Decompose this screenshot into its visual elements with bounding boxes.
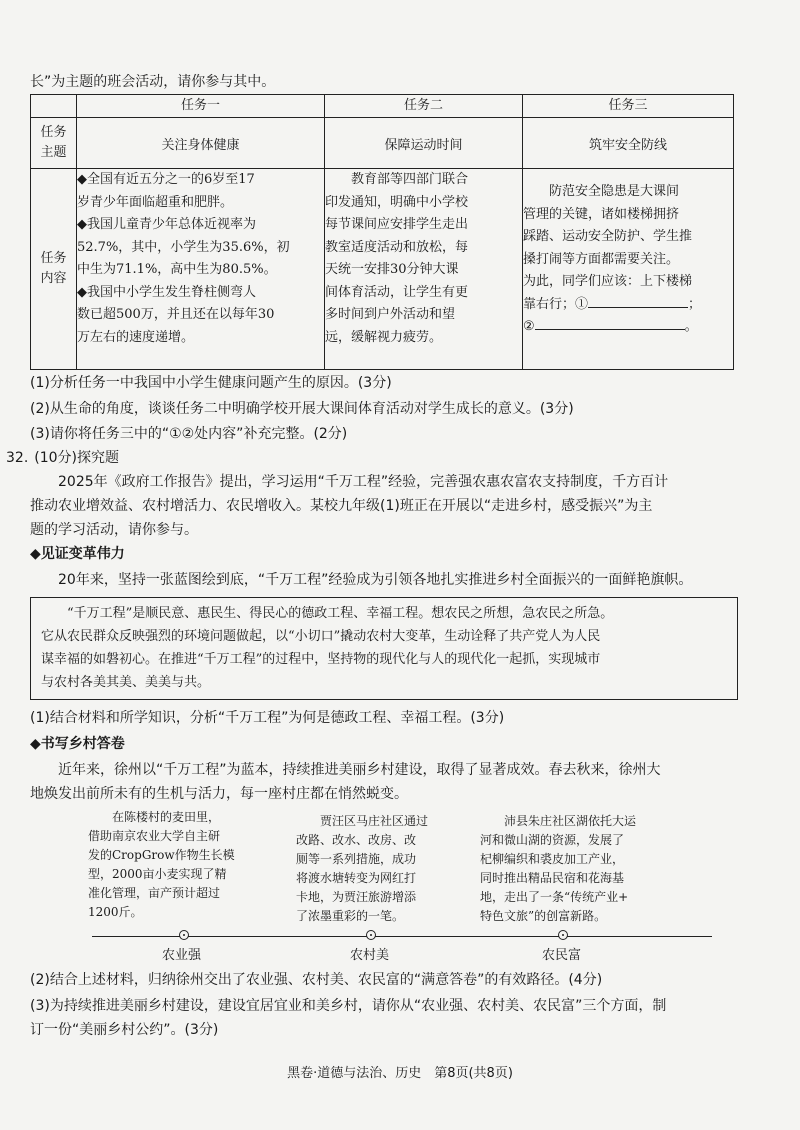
task3-line: ② 。	[523, 319, 698, 334]
q32-part3-line1: (3)为持续推进美丽乡村建设，建设宜居宜业和美乡村，请你从“农业强、农村美、农民富”三个方面，制	[30, 998, 667, 1014]
task2-line: 远，缓解视力疲劳。	[325, 329, 443, 345]
timeline-line: 在陈楼村的麦田里，	[112, 810, 221, 824]
timeline-line: 型，2000亩小麦实现了精	[88, 867, 227, 881]
task2-line: 印发通知，明确中小学校	[325, 194, 469, 210]
timeline-line: 厕等一系列措施，成功	[296, 852, 417, 866]
timeline-dot-icon	[179, 930, 189, 940]
timeline-line: 将渡水塘转变为网红打	[296, 871, 417, 885]
task1-line: 52.7%，其中，小学生为35.6%，初	[77, 239, 290, 255]
material-line: 谋幸福的如磐初心。在推进“千万工程”的过程中，坚持物的现代化与人的现代化一起抓，实现城市	[41, 652, 601, 667]
task1-line: ◆我国儿童青少年总体近视率为	[77, 217, 256, 232]
task3-blank2-label: ②	[523, 319, 535, 334]
page-footer: 黑卷·道德与法治、历史 第8页(共8页)	[287, 1066, 513, 1081]
timeline-line: 发的CropGrow作物生长模	[88, 848, 235, 862]
task3-line-6: 靠右行；①	[523, 296, 589, 312]
task1-line: ◆我国中小学生发生脊柱侧弯人	[77, 284, 256, 300]
timeline-label-village: 农村美	[350, 948, 390, 963]
timeline-label-agriculture: 农业强	[162, 948, 202, 963]
header-task3: 任务三	[523, 95, 734, 118]
section-heading-1: ◆见证变革伟力	[30, 546, 125, 562]
content-task2	[325, 169, 523, 370]
q32-part2: (2)结合上述材料，归纳徐州交出了农业强、农村美、农民富的“满意答卷”的有效路径。(4分)	[30, 972, 603, 988]
q32-para1-line2: 推动农业增效益、农村增活力、农民增收入。某校九年级(1)班正在开展以“走进乡村，感受振兴”为主	[30, 498, 653, 514]
timeline-line: 河和微山湖的资源，发展了	[480, 833, 625, 847]
timeline-line: 贾汪区马庄社区通过	[320, 814, 429, 828]
timeline-text-village	[296, 812, 428, 926]
q32-title: (10分)探究题	[34, 450, 120, 466]
task2-line: 天统一安排30分钟大课	[325, 262, 459, 277]
task1-line: 万左右的速度递增。	[77, 329, 195, 345]
section2-line2: 地焕发出前所未有的生机与活力，每一座村庄都在悄然蜕变。	[30, 786, 408, 802]
intro-line: 长”为主题的班会活动，请你参与其中。	[30, 74, 276, 90]
q32-number: 32.	[6, 450, 29, 466]
task2-line: 间体育活动，让学生有更	[325, 284, 469, 300]
timeline-line: 改路、改水、改房、改	[296, 833, 417, 847]
timeline-label-farmers: 农民富	[542, 948, 582, 963]
section1-text: 20年来，坚持一张蓝图绘到底，“千万工程”经验成为引领各地扎实推进乡村全面振兴的一面鲜艳旗帜。	[58, 572, 693, 588]
topic-label: 任务 主题	[31, 118, 77, 169]
task2-line: 多时间到户外活动和望	[325, 307, 456, 322]
timeline-text-agriculture	[88, 808, 235, 922]
task3-line: 踩踏、运动安全防护、学生推	[523, 229, 693, 244]
topic-task2: 保障运动时间	[325, 118, 523, 169]
task2-line: 教室适度活动和放松，每	[325, 239, 469, 255]
q32-part3-line2: 订一份“美丽乡村公约”。(3分)	[30, 1022, 219, 1038]
task2-line: 教育部等四部门联合	[351, 172, 469, 187]
timeline-line: 借助南京农业大学自主研	[88, 829, 221, 843]
q32-header	[6, 448, 780, 468]
section2-line1: 近年来，徐州以“千万工程”为蓝本，持续推进美丽乡村建设，取得了显著成效。春去秋来，徐州大	[58, 762, 661, 778]
q31-part1: (1)分析任务一中我国中小学生健康问题产生的原因。(3分)	[30, 375, 392, 391]
q32-part1: (1)结合材料和所学知识，分析“千万工程”为何是德政工程、幸福工程。(3分)	[30, 710, 505, 726]
material-box	[30, 597, 738, 700]
material-line: 它从农民群众反映强烈的环境问题做起，以“小切口”撬动农村大变革，生动诠释了共产党人为人民	[41, 629, 601, 644]
content-label: 任务 内容	[31, 169, 77, 370]
q31-part3: (3)请你将任务三中的“①②处内容”补充完整。(2分)	[30, 426, 348, 442]
answer-blank-1[interactable]	[588, 307, 688, 308]
task1-line: 数已超500万，并且还在以每年30	[77, 307, 275, 322]
material-line: 与农村各美其美、美美与共。	[41, 675, 211, 690]
table-corner	[31, 95, 77, 118]
timeline-line: 杞柳编织和裘皮加工产业，	[480, 852, 625, 866]
task3-line: 防范安全隐患是大课间	[549, 184, 680, 199]
timeline-line: 沛县朱庄社区湖依托大运	[504, 814, 637, 828]
task3-line: 搡打闹等方面都需要关注。	[523, 251, 680, 267]
timeline-line: 1200斤。	[88, 905, 143, 919]
task-table	[30, 94, 734, 370]
task2-line: 每节课间应安排学生走出	[325, 217, 469, 232]
q31-part2: (2)从生命的角度，谈谈任务二中明确学校开展大课间体育活动对学生成长的意义。(3分)	[30, 401, 574, 417]
section-heading-2: ◆书写乡村答卷	[30, 736, 125, 752]
task1-line: 中生为71.1%，高中生为80.5%。	[77, 262, 277, 277]
content-task1	[77, 169, 325, 370]
timeline-line: 了浓墨重彩的一笔。	[296, 909, 405, 923]
answer-blank-2[interactable]	[535, 329, 685, 330]
task3-line: 管理的关键，诸如楼梯拥挤	[523, 206, 680, 222]
timeline-dot-icon	[558, 930, 568, 940]
q32-para1-line3: 题的学习活动，请你参与。	[30, 522, 198, 538]
timeline-text-farmers	[480, 812, 636, 926]
timeline-dot-icon	[366, 930, 376, 940]
q32-para1-line1: 2025年《政府工作报告》提出，学习运用“千万工程”经验，完善强农惠农富农支持制度，千方百计	[58, 474, 669, 490]
timeline-line: 地，走出了一条“传统产业+	[480, 890, 629, 904]
material-line: “千万工程”是顺民意、惠民生、得民心的德政工程、幸福工程。想农民之所想，急农民之所急。	[67, 606, 614, 621]
timeline-line: 卡地，为贾汪旅游增添	[296, 890, 417, 904]
timeline-line: 准化管理，亩产预计超过	[88, 886, 221, 900]
timeline-line: 同时推出精品民宿和花海基	[480, 871, 625, 885]
topic-task3: 筑牢安全防线	[523, 118, 734, 169]
content-task3	[523, 169, 734, 370]
header-task1: 任务一	[77, 95, 325, 118]
timeline-line: 特色文旅”的创富新路。	[480, 909, 607, 923]
task3-line: 靠右行；① ；	[523, 296, 702, 312]
task1-line: 岁青少年面临超重和肥胖。	[77, 194, 234, 210]
task3-line: 为此，同学们应该：上下楼梯	[523, 274, 693, 289]
topic-task1: 关注身体健康	[77, 118, 325, 169]
header-task2: 任务二	[325, 95, 523, 118]
task1-line: ◆全国有近五分之一的6岁至17	[77, 172, 255, 187]
